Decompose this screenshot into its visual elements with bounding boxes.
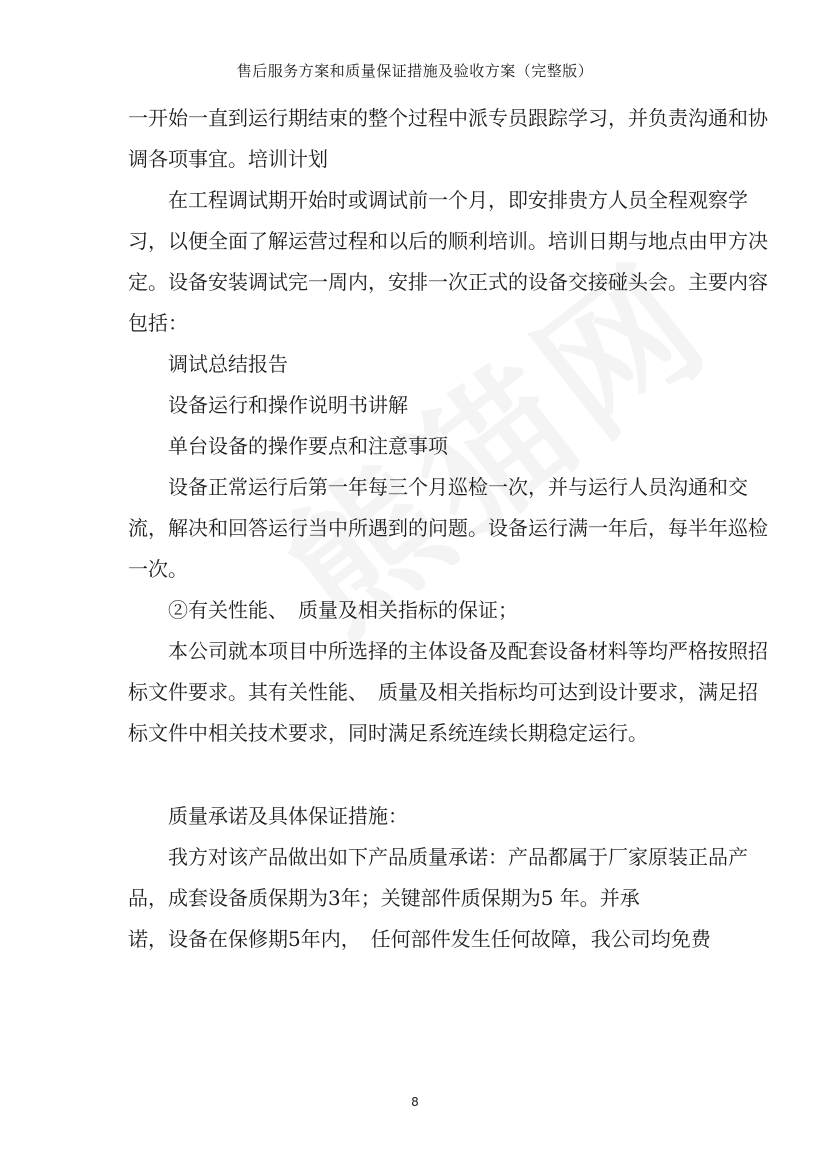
section-heading: 质量承诺及具体保证措施： <box>168 804 408 828</box>
list-item: 单台设备的操作要点和注意事项 <box>168 434 448 458</box>
paragraph: 诺，设备在保修期5年内， 任何部件发生任何故障，我公司均免费 <box>128 927 711 951</box>
paragraph: 本公司就本项目中所选择的主体设备及配套设备材料等均严格按照招标文件要求。其有关性能、 质量及相关指标均可达到设计要求，满足招标文件中相关技术要求，同时满足系统连续长期稳定运行。 <box>128 639 768 745</box>
paragraph: 我方对该产品做出如下产品质量承诺：产品都属于厂家原装正品产品，成套设备质保期为3年；关键部件质保期为5 年。并承 <box>128 845 748 910</box>
page-header: 售后服务方案和质量保证措施及验收方案（完整版） <box>236 62 594 80</box>
section-heading: ②有关性能、 质量及相关指标的保证； <box>168 598 518 622</box>
document-body <box>128 98 774 960</box>
paragraph: 在工程调试期开始时或调试前一个月，即安排贵方人员全程观察学习，以便全面了解运营过程和以后的顺利培训。培训日期与地点由甲方决定。设备安装调试完一周内，安排一次正式的设备交接碰头会。主要内容包括： <box>128 188 768 335</box>
paragraph: 设备正常运行后第一年每三个月巡检一次，并与运行人员沟通和交流，解决和回答运行当中所遇到的问题。设备运行满一年后，每半年巡检一次。 <box>128 475 768 581</box>
paragraph: 一开始一直到运行期结束的整个过程中派专员跟踪学习，并负责沟通和协调各项事宜。培训计划 <box>128 106 768 171</box>
list-item: 调试总结报告 <box>168 352 288 376</box>
list-item: 设备运行和操作说明书讲解 <box>168 393 408 417</box>
blank-line <box>128 754 774 796</box>
page-number: 8 <box>411 1095 419 1109</box>
